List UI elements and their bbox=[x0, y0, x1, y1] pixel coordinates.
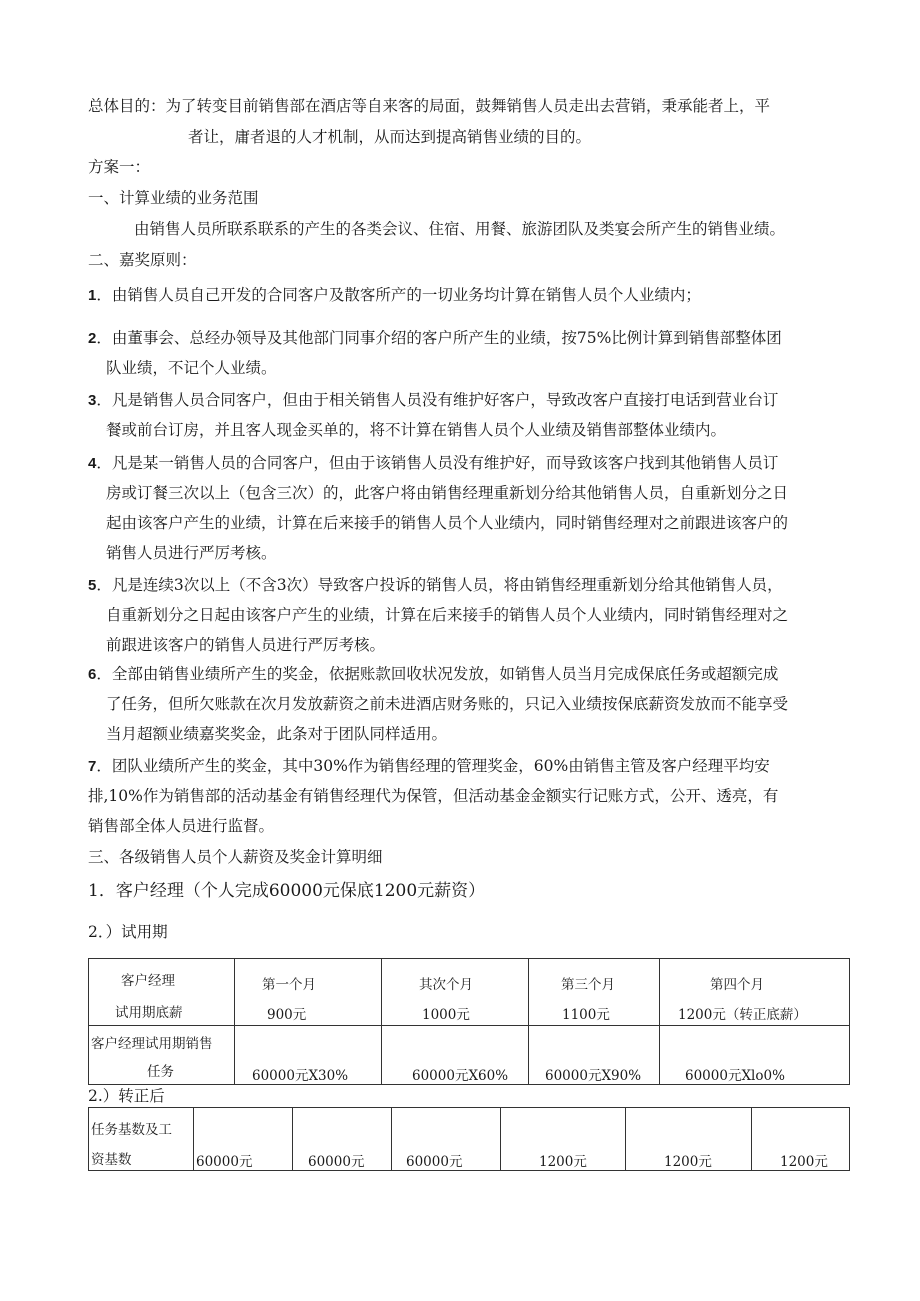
rule-text: ．由销售人员自己开发的合同客户及散客所产的一切业务均计算在销售人员个人业绩内； bbox=[96, 286, 701, 304]
rule-item-2-cont: 队业绩，不记个人业绩。 bbox=[106, 359, 277, 377]
rule-item-5-cont-1: 自重新划分之日起由该客户产生的业绩，计算在后来接手的销售人员个人业绩内，同时销售经理对之 bbox=[106, 606, 789, 624]
cell-text: 60000元 bbox=[196, 1154, 253, 1170]
table-cell bbox=[529, 959, 660, 1026]
table-cell bbox=[89, 1108, 194, 1171]
rule-text: ．全部由销售业绩所产生的奖金，依据账款回收状况发放，如销售人员当月完成保底任务或超额完成 bbox=[96, 665, 779, 683]
table-row bbox=[89, 1108, 850, 1171]
cell-text: 第三个月 bbox=[561, 977, 615, 993]
cell-text: 第四个月 bbox=[710, 977, 764, 993]
table-cell bbox=[626, 1108, 752, 1171]
table-cell bbox=[660, 959, 850, 1026]
cell-text: 试用期底薪 bbox=[115, 1005, 183, 1021]
rule-item-4-cont-3: 销售人员进行严厉考核。 bbox=[106, 544, 277, 562]
rule-text: ．由董事会、总经办领导及其他部门同事介绍的客户所产生的业绩，按75%比例计算到销售部整体团 bbox=[96, 329, 782, 347]
table-row bbox=[89, 959, 850, 1026]
rule-item-4 bbox=[88, 453, 778, 474]
rule-number: 2 bbox=[88, 330, 97, 347]
rule-number: 6 bbox=[88, 666, 97, 683]
cell-text: 60000元X60% bbox=[412, 1068, 509, 1084]
cell-text: 1000元 bbox=[422, 1007, 470, 1023]
cell-text: 1200元 bbox=[780, 1154, 828, 1170]
rule-text: ．凡是某一销售人员的合同客户，但由于该销售人员没有维护好，而导致该客户找到其他销售人员订 bbox=[96, 454, 779, 472]
rule-text: ．凡是连续3次以上（不含3次）导致客户投诉的销售人员，将由销售经理重新划分给其他销售人员， bbox=[96, 576, 783, 594]
plan-title: 方案一： bbox=[88, 158, 151, 176]
section3-title: 三、各级销售人员个人薪资及奖金计算明细 bbox=[88, 848, 383, 866]
rule-item-7 bbox=[88, 756, 770, 777]
section3-sub2: 2．）试用期 bbox=[88, 923, 168, 941]
cell-text: 任务基数及工 bbox=[91, 1122, 172, 1138]
rule-item-6-cont-2: 当月超额业绩嘉奖奖金，此条对于团队同样适用。 bbox=[106, 725, 448, 743]
rule-text: ．凡是销售人员合同客户，但由于相关销售人员没有维护好客户，导致改客户直接打电话到营业台订 bbox=[96, 391, 779, 409]
table-cell bbox=[382, 959, 529, 1026]
table-cell bbox=[392, 1108, 501, 1171]
cell-text: 60000元X30% bbox=[252, 1068, 349, 1084]
rule-item-7-cont-1: 排,10%作为销售部的活动基金有销售经理代为保管，但活动基金金额实行记账方式，公开、透亮，有 bbox=[88, 787, 779, 805]
rule-item-5-cont-2: 前跟进该客户的销售人员进行严厉考核。 bbox=[106, 636, 386, 654]
table-row bbox=[89, 1026, 850, 1085]
rule-number: 5 bbox=[88, 577, 97, 594]
rule-item-4-cont-1: 房或订餐三次以上（包含三次）的，此客户将由销售经理重新划分给其他销售人员，自重新划分之日 bbox=[106, 484, 789, 502]
cell-text: 1200元 bbox=[539, 1154, 587, 1170]
rule-item-4-cont-2: 起由该客户产生的业绩，计算在后来接手的销售人员个人业绩内，同时销售经理对之前跟进该客户的 bbox=[106, 514, 789, 532]
section1-body: 由销售人员所联系联系的产生的各类会议、住宿、用餐、旅游团队及类宴会所产生的销售业绩。 bbox=[134, 220, 786, 238]
rule-number: 3 bbox=[88, 392, 97, 409]
table-cell bbox=[382, 1026, 529, 1085]
cell-text: 1200元（转正底薪） bbox=[678, 1007, 807, 1023]
table-cell bbox=[752, 1108, 850, 1171]
rule-item-2 bbox=[88, 328, 782, 349]
cell-text: 客户经理试用期销售 bbox=[91, 1036, 213, 1052]
cell-text: 900元 bbox=[267, 1007, 307, 1023]
rule-item-6 bbox=[88, 664, 778, 685]
regular-table bbox=[88, 1107, 850, 1171]
after-title: 2.）转正后 bbox=[88, 1087, 165, 1105]
rule-item-7-cont-2: 销售部全体人员进行监督。 bbox=[88, 817, 275, 835]
rule-number: 7 bbox=[88, 758, 97, 775]
probation-table bbox=[88, 958, 850, 1085]
section3-sub1: 1．客户经理（个人完成60000元保底1200元薪资） bbox=[88, 881, 486, 901]
intro-line-1: 总体目的：为了转变目前销售部在酒店等自来客的局面，鼓舞销售人员走出去营销，秉承能者上，平 bbox=[88, 97, 771, 115]
rule-number: 4 bbox=[88, 455, 97, 472]
table-cell bbox=[660, 1026, 850, 1085]
table-cell bbox=[89, 959, 235, 1026]
section2-title: 二、嘉奖原则： bbox=[88, 251, 197, 269]
rule-item-1 bbox=[88, 285, 701, 306]
intro-line-2: 者让，庸者退的人才机制，从而达到提高销售业绩的目的。 bbox=[188, 128, 592, 146]
rule-item-3-cont: 餐或前台订房，并且客人现金买单的，将不计算在销售人员个人业绩及销售部整体业绩内。 bbox=[106, 421, 727, 439]
rule-number: 1 bbox=[88, 287, 97, 304]
cell-text: 1100元 bbox=[562, 1007, 610, 1023]
cell-text: 60000元 bbox=[308, 1154, 365, 1170]
rule-text: ．团队业绩所产生的奖金，其中30%作为销售经理的管理奖金，60%由销售主管及客户经理平均安 bbox=[96, 757, 770, 775]
section1-title: 一、计算业绩的业务范围 bbox=[88, 189, 259, 207]
cell-text: 60000元 bbox=[406, 1154, 463, 1170]
rule-item-5 bbox=[88, 575, 783, 596]
table-cell bbox=[235, 959, 382, 1026]
cell-text: 任务 bbox=[147, 1064, 174, 1080]
cell-text: 60000元Xlo0% bbox=[685, 1068, 785, 1084]
table-cell bbox=[293, 1108, 392, 1171]
table-cell bbox=[194, 1108, 293, 1171]
table-cell bbox=[501, 1108, 626, 1171]
rule-item-6-cont-1: 了任务，但所欠账款在次月发放薪资之前未进酒店财务账的，只记入业绩按保底薪资发放而不能享受 bbox=[106, 695, 789, 713]
cell-text: 1200元 bbox=[664, 1154, 712, 1170]
cell-text: 60000元X90% bbox=[545, 1068, 642, 1084]
cell-text: 其次个月 bbox=[419, 977, 473, 993]
table-cell bbox=[89, 1026, 235, 1085]
cell-text: 第一个月 bbox=[262, 977, 316, 993]
table-cell bbox=[529, 1026, 660, 1085]
cell-text: 客户经理 bbox=[121, 973, 175, 989]
cell-text: 资基数 bbox=[91, 1152, 132, 1168]
table-cell bbox=[235, 1026, 382, 1085]
rule-item-3 bbox=[88, 390, 778, 411]
